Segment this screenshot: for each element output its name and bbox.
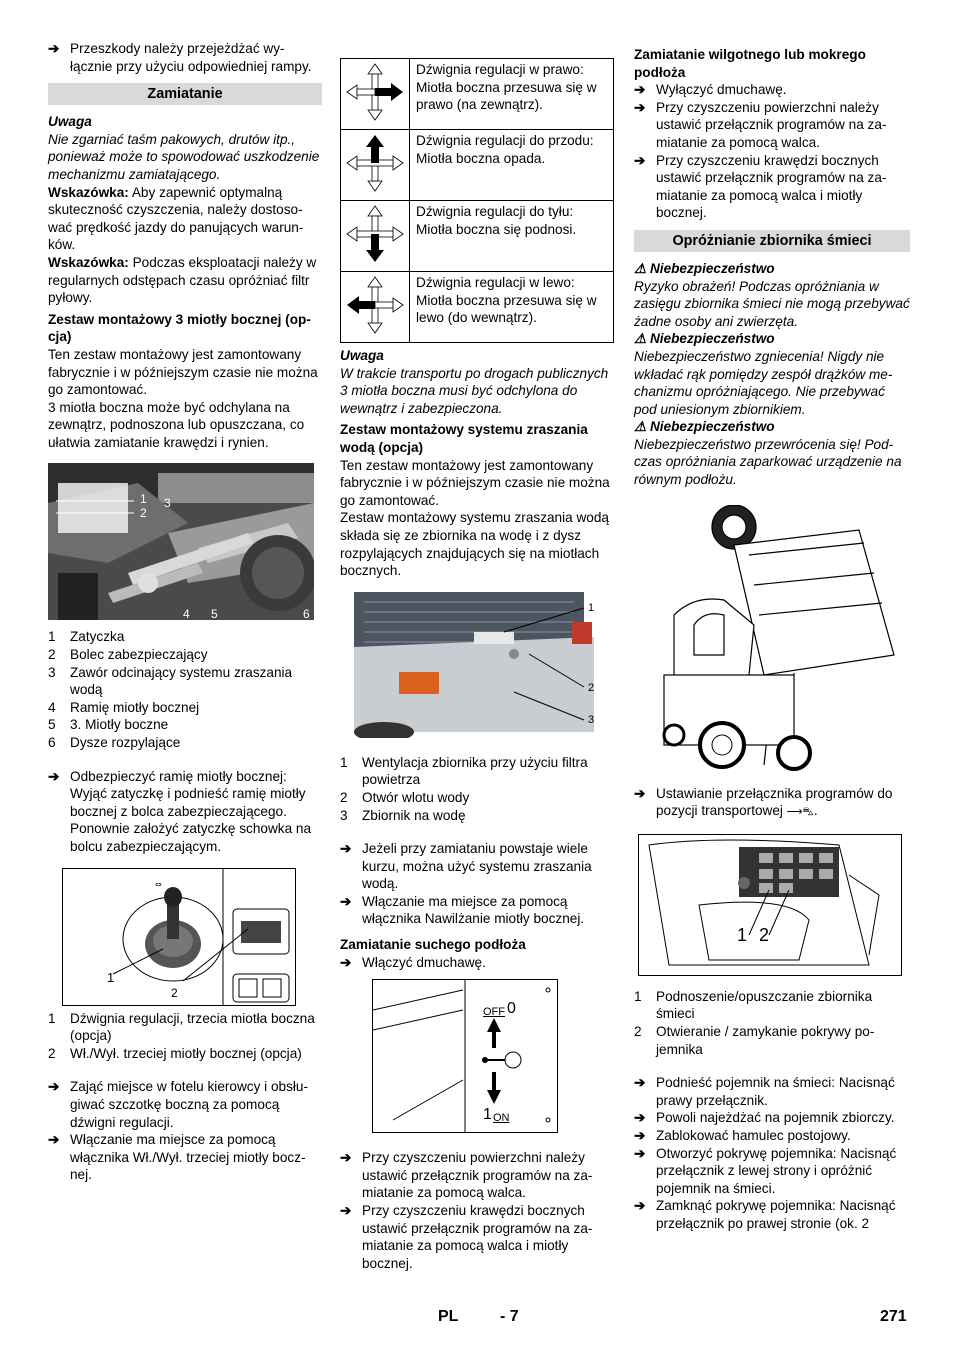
warning-triangle-icon: ⚠ bbox=[634, 260, 647, 276]
legend-item: 3 Zbiornik na wodę bbox=[340, 807, 466, 823]
subheading-kit: Zestaw montażowy 3 miotły bocznej (opcja) bbox=[48, 311, 311, 345]
switch-zero-label: 0 bbox=[507, 1000, 516, 1018]
section-heading-emptying: Opróżnianie zbiornika śmieci bbox=[634, 230, 910, 252]
table-cell: Dźwignia regulacji do przodu: Miotła boczna opada. bbox=[410, 130, 614, 201]
table-cell: Dźwignia regulacji w prawo: Miotła boczna przesuwa się w prawo (na zewnątrz). bbox=[410, 59, 614, 130]
table-cell: Dźwignia regulacji do tyłu: Miotła boczna się podnosi. bbox=[410, 201, 614, 272]
blower-switch-figure bbox=[372, 979, 558, 1133]
callout-5: 5 bbox=[211, 607, 218, 621]
caution-text: Nie zgarniać taśm pakowych, drutów itp., ponieważ może to spowodować uszkodzenie mechanizmu zamiatającego. bbox=[48, 131, 320, 182]
column-middle bbox=[340, 58, 614, 1272]
callout-1: 1 bbox=[140, 492, 147, 507]
lever-panel-figure bbox=[62, 868, 296, 1006]
callout-2: 2 bbox=[588, 681, 595, 694]
callout-2: 2 bbox=[140, 506, 147, 521]
sweeper-illustration bbox=[634, 505, 910, 773]
callout-2: 2 bbox=[171, 985, 178, 1000]
danger-text: Ryzyko obrażeń! Podczas opróżniania w zasięgu zbiornika śmieci nie mogą przebywać żadne osoby ani zwierzęta. bbox=[634, 278, 910, 329]
side-broom-illustration bbox=[48, 463, 314, 620]
caution-label: Uwaga bbox=[340, 348, 384, 363]
legend-item: 3 Zawór odcinający systemu zraszania wodą bbox=[48, 664, 293, 698]
step-item: ➔ Włączyć dmuchawę. bbox=[340, 954, 486, 970]
warning-triangle-icon: ⚠ bbox=[634, 419, 647, 435]
danger-label: ⚠ Niebezpieczeństwo bbox=[634, 331, 775, 347]
step-item: ➔ Włączanie ma miejsce za pomocą włącznika Wł./Wył. trzeciej miotły bocznej. bbox=[48, 1132, 306, 1183]
table-row bbox=[341, 59, 614, 130]
legend-list bbox=[48, 628, 322, 751]
callout-3: 3 bbox=[164, 496, 171, 511]
body-text: Ten zestaw montażowy jest zamontowany fabrycznie i w późniejszym czasie nie można go zamontować. bbox=[340, 457, 610, 508]
step-item: ➔ Jeżeli przy zamiataniu powstaje wiele kurzu, można użyć systemu zraszania wodą. bbox=[340, 841, 592, 892]
footer-language: PL bbox=[438, 1308, 459, 1325]
step-item: ➔ Zablokować hamulec postojowy. bbox=[634, 1128, 851, 1143]
lever-direction-table bbox=[340, 58, 614, 343]
legend-item: 1 Dźwignia regulacji, trzecia miotła boczna (opcja) bbox=[48, 1010, 315, 1044]
callout-3: 3 bbox=[588, 713, 595, 726]
legend-item: 5 3. Miotły boczne bbox=[48, 717, 169, 733]
step-item: ➔ Przy czyszczeniu powierzchni należy ustawić przełącznik programów na zamiatanie za pomocą walca. bbox=[634, 99, 887, 150]
legend-list bbox=[634, 988, 910, 1058]
sweeper-dumping-drawing bbox=[634, 505, 910, 773]
legend-list bbox=[48, 1010, 322, 1063]
arrow-up-icon bbox=[341, 130, 410, 201]
table-row bbox=[341, 130, 614, 201]
legend-item: 4 Ramię miotły bocznej bbox=[48, 699, 200, 715]
column-right bbox=[634, 46, 910, 1233]
transport-mode-icon: ⟶⛍ bbox=[786, 806, 814, 819]
step-item: ➔ Przy czyszczeniu krawędzi bocznych ustawić przełącznik programów na zamiatanie za pomocą walca i miotły bocznej. bbox=[634, 152, 887, 221]
subheading-dry: Zamiatanie suchego podłoża bbox=[340, 937, 526, 953]
blower-switch-illustration bbox=[373, 980, 557, 1132]
table-row bbox=[341, 272, 614, 343]
lever-panel-illustration bbox=[63, 869, 295, 1005]
arrow-left-icon bbox=[341, 272, 410, 343]
footer-page-number: 271 bbox=[880, 1308, 907, 1325]
subheading-water-kit: Zestaw montażowy systemu zraszania wodą (opcja) bbox=[340, 422, 588, 455]
svg-text:⇔: ⇔ bbox=[155, 879, 162, 889]
step-item: ➔ Podnieść pojemnik na śmieci: Nacisnąć prawy przełącznik. bbox=[634, 1075, 895, 1108]
step-item: ➔ Otworzyć pokrywę pojemnika: Nacisnąć przełącznik z lewej strony i opróżnić pojemnik na śmieci. bbox=[634, 1145, 897, 1196]
step-item: ➔ Przy czyszczeniu powierzchni należy ustawić przełącznik programów na zamiatanie za pomocą walca. bbox=[340, 1150, 593, 1201]
table-cell: Dźwignia regulacji w lewo: Miotła boczna przesuwa się w lewo (do wewnątrz). bbox=[410, 272, 614, 343]
hint-paragraph: Wskazówka: Podczas eksploatacji należy w regularnych odstępach czasu opróżniać filtr pyłowy. bbox=[48, 254, 317, 306]
step-item: ➔ Przy czyszczeniu krawędzi bocznych ustawić przełącznik programów na zamiatanie za pomocą walca i miotły bocznej. bbox=[340, 1203, 593, 1271]
footer-local-page: - 7 bbox=[500, 1308, 519, 1325]
column-left bbox=[48, 40, 322, 1184]
switch-one-label: 1 bbox=[483, 1106, 492, 1124]
section-heading-zamiatanie: Zamiatanie bbox=[48, 83, 322, 105]
control-panel-figure bbox=[638, 834, 902, 976]
body-text: Zestaw montażowy systemu zraszania wodą składa się ze zbiornika na wodę i z dysz rozpylających znajdujących się na miotłach bocznych. bbox=[340, 510, 609, 579]
legend-item: 6 Dysze rozpylające bbox=[48, 735, 181, 751]
danger-label: ⚠ Niebezpieczeństwo bbox=[634, 260, 775, 276]
water-tank-photo bbox=[354, 592, 612, 738]
step-item: ➔ Odbezpieczyć ramię miotły bocznej: Wyjąć zatyczkę i podnieść ramię miotły bocznej z bolca zabezpieczającego. Ponownie założyć zatyczkę schowka na bolcu zabezpieczającym. bbox=[48, 768, 312, 854]
legend-item: 1 Podnoszenie/opuszczanie zbiornika śmieci bbox=[634, 988, 873, 1022]
legend-item: 1 Wentylacja zbiornika przy użyciu filtra powietrza bbox=[340, 754, 588, 788]
hint-paragraph: Wskazówka: Aby zapewnić optymalną skuteczność czyszczenia, należy dostosować prędkość jazdy do panujących warunków. bbox=[48, 184, 304, 253]
step-item: ➔ Zamknąć pokrywę pojemnika: Nacisnąć przełącznik po prawej stronie (ok. 2 bbox=[634, 1198, 896, 1231]
danger-text: Niebezpieczeństwo zgniecenia! Nigdy nie wkładać rąk pomiędzy zespół drążków mechanizmu opróżniającego. Nie przebywać pod uniesionym zbiornikiem. bbox=[634, 348, 893, 417]
legend-item: 2 Wł./Wył. trzeciej miotły bocznej (opcja) bbox=[48, 1045, 302, 1061]
legend-item: 2 Otwieranie / zamykanie pokrywy pojemnika bbox=[634, 1024, 875, 1057]
legend-item: 1 Zatyczka bbox=[48, 629, 125, 645]
warning-triangle-icon: ⚠ bbox=[634, 331, 647, 347]
table-row bbox=[341, 201, 614, 272]
danger-text: Niebezpieczeństwo przewrócenia się! Podczas opróżniania zaparkować urządzenie na równym podłożu. bbox=[634, 436, 902, 488]
legend-item: 2 Bolec zabezpieczający bbox=[48, 647, 208, 663]
arrow-right-icon bbox=[341, 59, 410, 130]
step-item: ➔ Przeszkody należy przejeżdżać wyłącznie przy użyciu odpowiedniej rampy. bbox=[48, 41, 312, 74]
body-text: Ten zestaw montażowy jest zamontowany fabrycznie i w późniejszym czasie nie można go zamontować. bbox=[48, 346, 318, 398]
step-item: ➔ Włączanie ma miejsce za pomocą włącznika Nawilżanie miotły bocznej. bbox=[340, 893, 585, 927]
step-item: ➔ Wyłączyć dmuchawę. bbox=[634, 82, 787, 98]
caution-label: Uwaga bbox=[48, 114, 92, 130]
step-item: ➔ Zająć miejsce w fotelu kierowcy i obsługiwać szczotkę boczną za pomocą dźwigni regulacji. bbox=[48, 1079, 308, 1130]
water-tank-illustration bbox=[354, 592, 612, 738]
side-broom-photo bbox=[48, 463, 314, 620]
switch-off-label: OFF bbox=[483, 1006, 505, 1019]
switch-on-label: ON bbox=[493, 1112, 510, 1125]
legend-list bbox=[340, 754, 614, 824]
legend-item: 2 Otwór wlotu wody bbox=[340, 789, 470, 805]
callout-4: 4 bbox=[183, 607, 190, 621]
danger-label: ⚠ Niebezpieczeństwo bbox=[634, 419, 775, 435]
callout-1: 1 bbox=[588, 601, 595, 614]
step-item: ➔ Ustawianie przełącznika programów do pozycji transportowej ⟶⛍. bbox=[634, 785, 893, 819]
step-item: ➔ Powoli najeżdżać na pojemnik zbiorczy. bbox=[634, 1110, 895, 1126]
callout-6: 6 bbox=[303, 607, 310, 621]
callout-2: 2 bbox=[759, 924, 770, 945]
body-text: 3 miotła boczna może być odchylana na zewnątrz, podnoszona lub opuszczana, co ułatwia zamiatanie krawędzi i rynien. bbox=[48, 399, 305, 450]
callout-1: 1 bbox=[737, 924, 748, 945]
caution-text: W trakcie transportu po drogach publicznych 3 miotła boczna musi być odchylona do wewnątrz i zabezpieczona. bbox=[340, 365, 609, 416]
arrow-down-icon bbox=[341, 201, 410, 272]
callout-1: 1 bbox=[107, 969, 115, 985]
subheading-wet: Zamiatanie wilgotnego lub mokrego podłoża bbox=[634, 47, 866, 80]
control-panel-illustration bbox=[639, 835, 901, 975]
